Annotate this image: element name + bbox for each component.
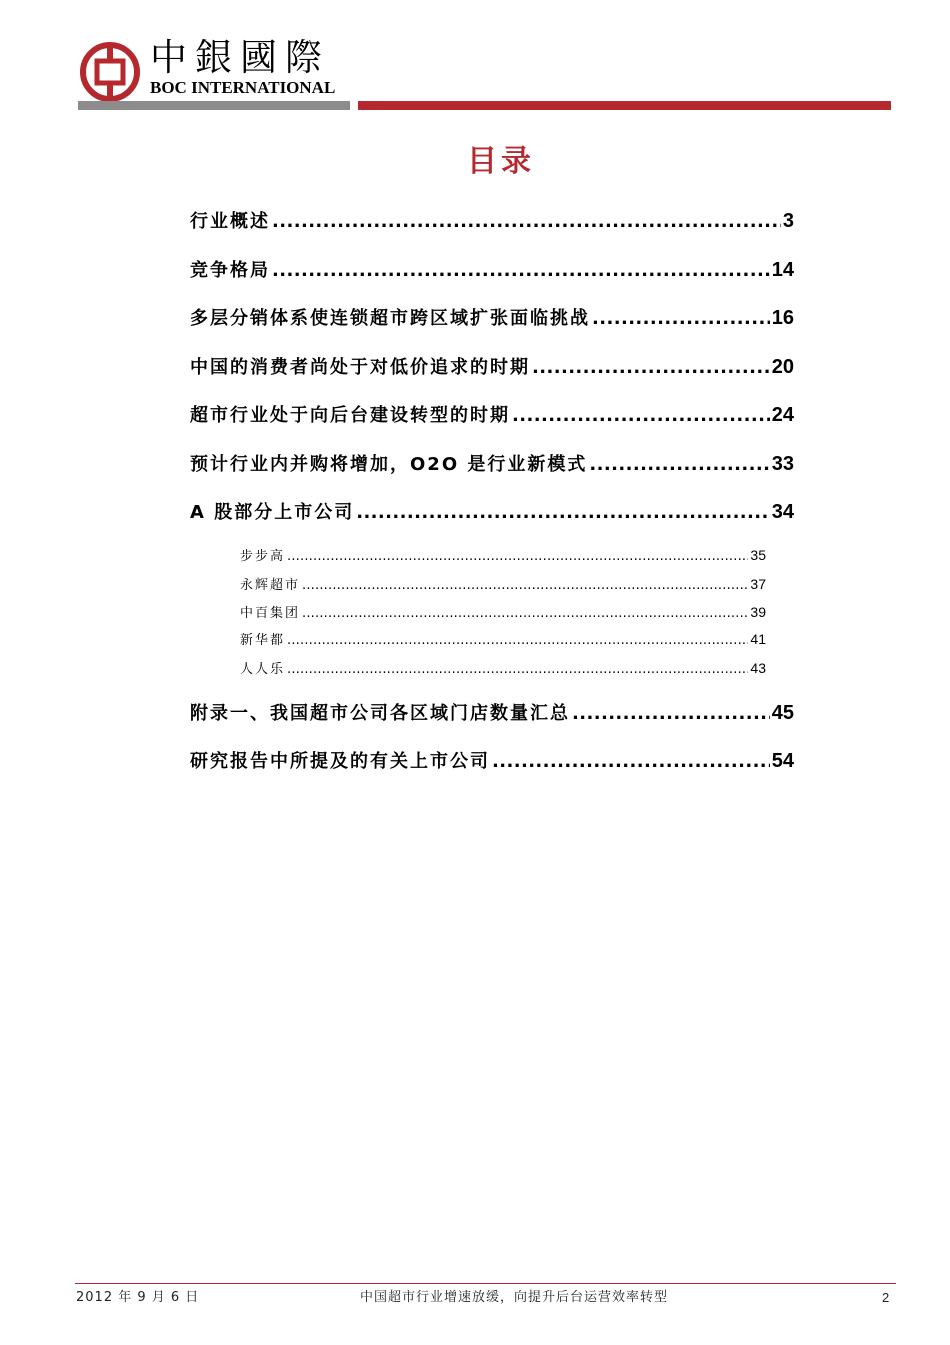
toc-sub-entry[interactable] [240,659,766,679]
brand-name-cn: 中銀國際 [150,36,330,79]
toc-entry[interactable] [190,208,794,235]
toc-entry[interactable] [190,402,794,429]
dot-leader [492,749,770,775]
footer-report-title: 中国超市行业增速放缓，向提升后台运营效率转型 [360,1290,669,1305]
dot-leader [302,577,748,595]
toc-entry-page: 24 [771,404,794,426]
dot-leader [592,306,770,332]
dot-leader [272,209,781,235]
toc-sub-entry-label: 中百集团 [240,606,301,621]
toc-entry-page: 54 [771,750,794,772]
toc-sub-entry-label: 人人乐 [240,662,286,677]
toc-sub-entry-label: 永辉超市 [240,578,301,593]
toc-entry-page: 34 [771,501,794,523]
dot-leader [572,701,770,727]
toc-sub-entry[interactable] [240,630,766,650]
toc-entry[interactable] [190,748,794,775]
page-footer [0,1289,950,1311]
toc-entry-label: 预计行业内并购将增加，O2O 是行业新模式 [190,454,588,475]
toc-entry[interactable] [190,257,794,284]
footer-rule [75,1283,896,1284]
toc-entry-page: 16 [771,307,794,329]
toc-entry-page: 14 [771,259,794,281]
dot-leader [356,500,770,526]
toc-entry[interactable] [190,700,794,727]
dot-leader [589,452,769,478]
toc-sub-entry-page: 41 [750,631,766,647]
toc-entry-page: 20 [771,356,794,378]
toc-title: 目录 [467,144,535,179]
toc-sub-entry-page: 39 [750,604,766,620]
dot-leader [302,605,748,623]
toc-sub-entry-label: 步步高 [240,549,286,564]
toc-entry-label: 附录一、我国超市公司各区域门店数量汇总 [190,703,570,724]
toc-entry-label: 竞争格局 [190,260,270,281]
toc-entry-label: 行业概述 [190,211,270,232]
toc-sub-entry-page: 37 [750,576,766,592]
brand-name-en: BOC INTERNATIONAL [150,78,336,97]
toc-entry[interactable] [190,499,794,526]
toc-sub-entry[interactable] [240,546,766,566]
dot-leader [512,403,770,429]
toc-sub-entry-page: 35 [750,547,766,563]
dot-leader [287,632,748,650]
toc-sub-entry-page: 43 [750,660,766,676]
toc-sub-entry[interactable] [240,575,766,595]
dot-leader [532,355,770,381]
toc-entry-label: 中国的消费者尚处于对低价追求的时期 [190,357,530,378]
dot-leader [272,258,770,284]
toc-entry[interactable] [190,451,794,478]
footer-page-number: 2 [882,1290,890,1305]
dot-leader [287,548,748,566]
toc-entry[interactable] [190,305,794,332]
toc-entry[interactable] [190,354,794,381]
toc-entry-label: 研究报告中所提及的有关上市公司 [190,751,490,772]
toc-entry-page: 33 [771,453,794,475]
toc-entry-page: 45 [771,702,794,724]
toc-entry-page: 3 [782,210,794,232]
toc-sub-entry[interactable] [240,603,766,623]
toc-entry-label: 超市行业处于向后台建设转型的时期 [190,405,510,426]
toc-entry-label: A 股部分上市公司 [190,502,355,523]
footer-date: 2012 年 9 月 6 日 [76,1290,200,1305]
toc-entry-label: 多层分销体系使连锁超市跨区域扩张面临挑战 [190,308,590,329]
dot-leader [287,661,748,679]
toc-sub-entry-label: 新华都 [240,633,286,648]
